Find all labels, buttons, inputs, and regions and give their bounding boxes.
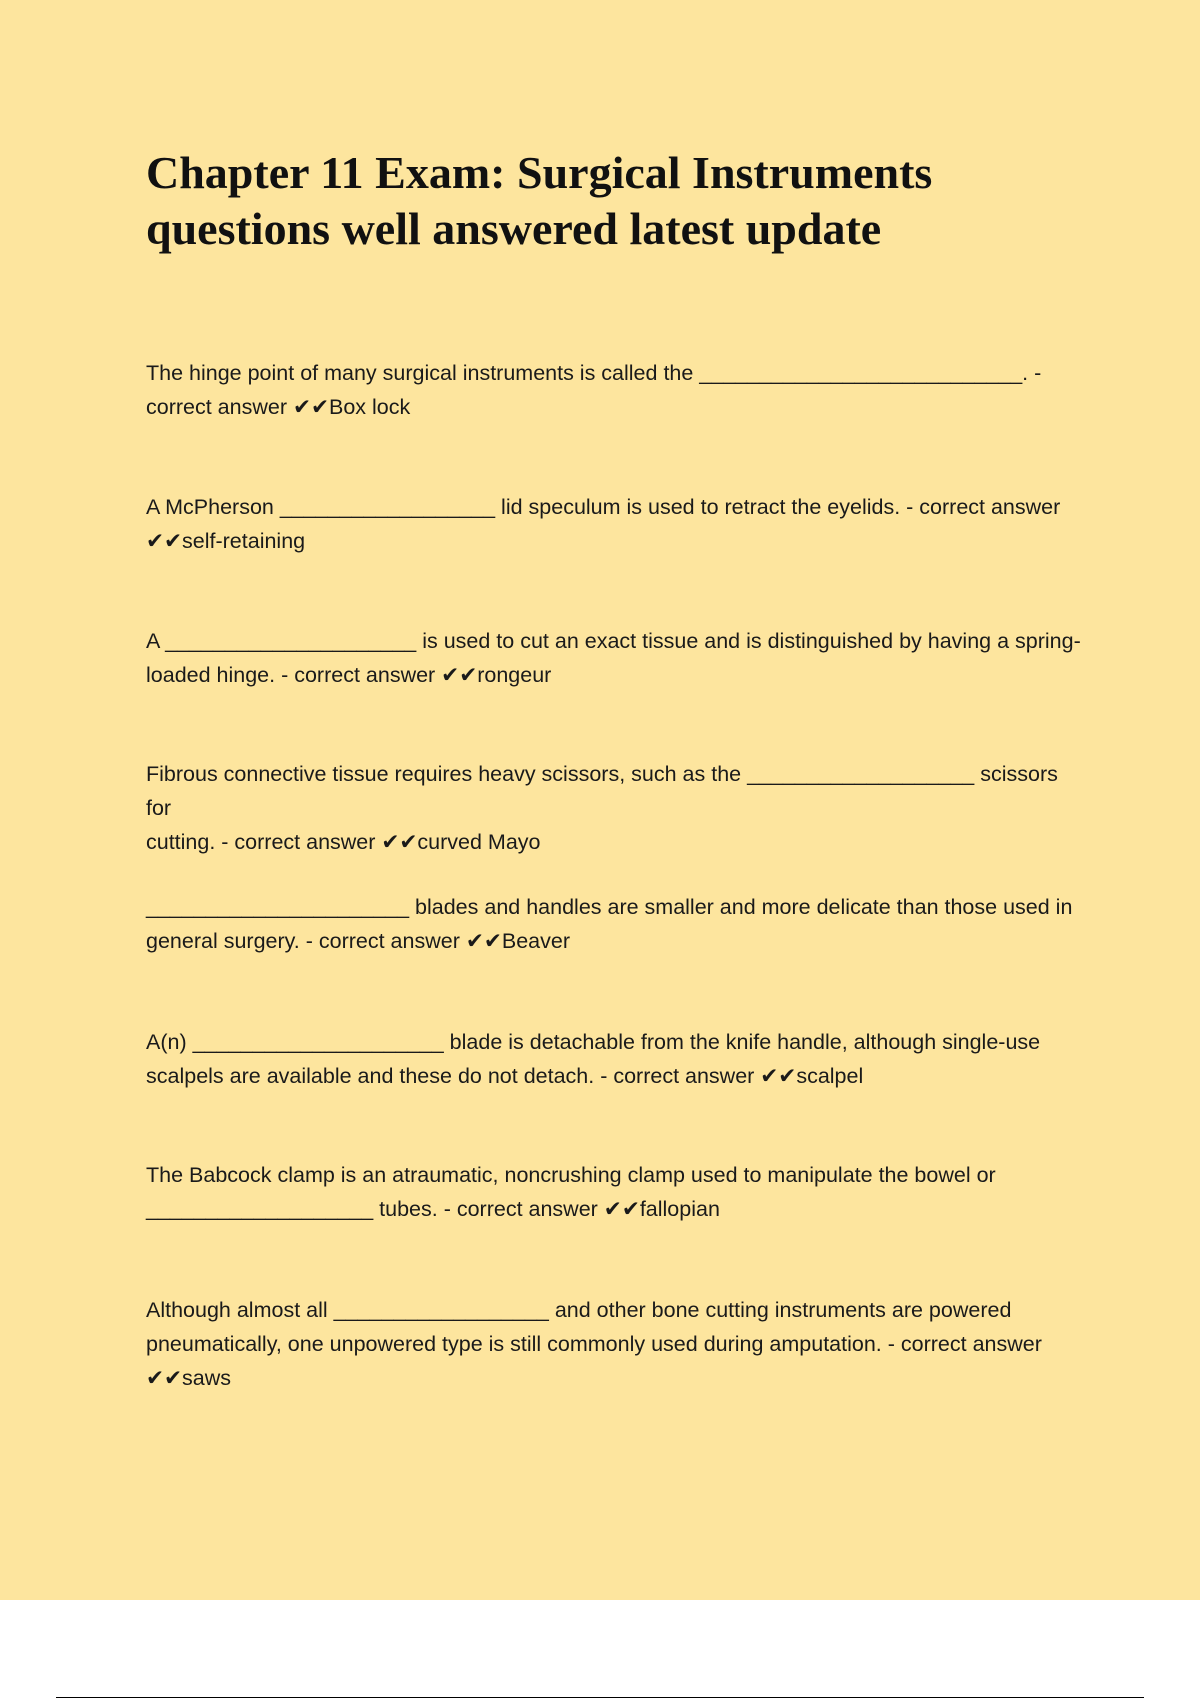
question-prompt: The hinge point of many surgical instruments is called the ___________________________. - — [146, 361, 1042, 385]
question-answer: correct answer ✔✔Box lock — [146, 395, 411, 419]
question-answer: ✔✔saws — [146, 1366, 232, 1390]
question-answer: loaded hinge. - correct answer ✔✔rongeur — [146, 663, 552, 687]
question-3 — [146, 624, 1081, 692]
question-prompt: Although almost all __________________ and other bone cutting instruments are powered — [146, 1298, 1012, 1322]
question-1 — [146, 356, 1081, 424]
question-answer-line: pneumatically, one unpowered type is still commonly used during amputation. - correct answer — [146, 1332, 1042, 1356]
footer-divider — [56, 1697, 1144, 1698]
question-answer: ___________________ tubes. - correct answer ✔✔fallopian — [146, 1197, 720, 1221]
question-2 — [146, 490, 1081, 558]
question-7 — [146, 1158, 1081, 1226]
question-5 — [146, 890, 1081, 958]
question-4 — [146, 757, 1081, 859]
question-6 — [146, 1025, 1081, 1093]
question-answer: scalpels are available and these do not detach. - correct answer ✔✔scalpel — [146, 1064, 864, 1088]
question-prompt: ______________________ blades and handles are smaller and more delicate than those used in — [146, 895, 1073, 919]
question-prompt: A McPherson __________________ lid speculum is used to retract the eyelids. - correct answer — [146, 495, 1061, 519]
question-answer: cutting. - correct answer ✔✔curved Mayo — [146, 830, 541, 854]
question-answer: ✔✔self-retaining — [146, 529, 306, 553]
question-prompt: The Babcock clamp is an atraumatic, noncrushing clamp used to manipulate the bowel or — [146, 1163, 996, 1187]
question-prompt: A _____________________ is used to cut an exact tissue and is distinguished by having a spring- — [146, 629, 1081, 653]
question-prompt: A(n) _____________________ blade is detachable from the knife handle, although single-use — [146, 1030, 1041, 1054]
document-title: Chapter 11 Exam: Surgical Instruments questions well answered latest update — [146, 147, 933, 254]
question-prompt: Fibrous connective tissue requires heavy scissors, such as the ___________________ scissors for — [146, 762, 1058, 820]
question-8 — [146, 1293, 1081, 1395]
question-answer: general surgery. - correct answer ✔✔Beaver — [146, 929, 570, 953]
